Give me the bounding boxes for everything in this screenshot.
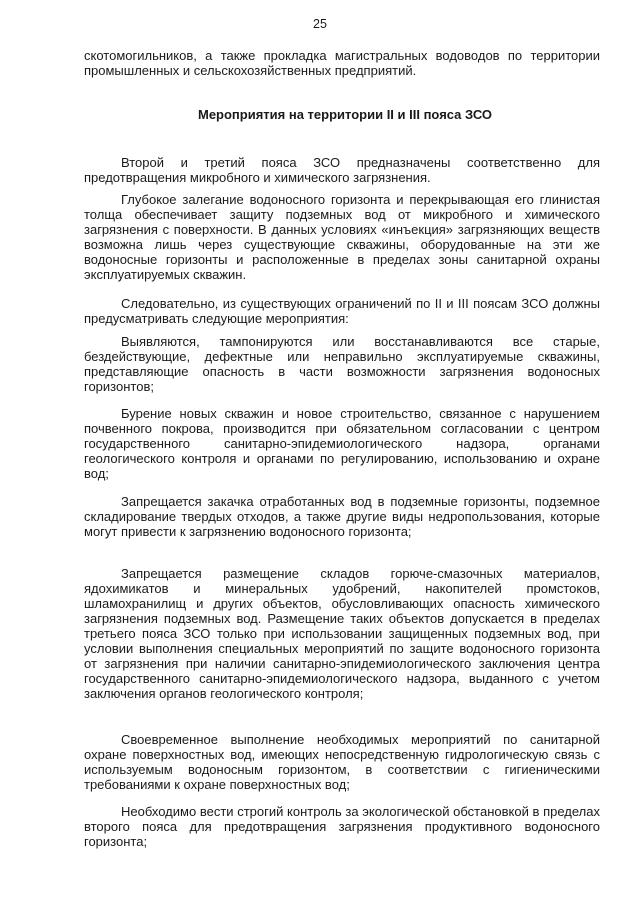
- paragraph-5: Бурение новых скважин и новое строительство, связанное с нарушением почвенного покрова, производится при обязательном согласовании с центром государственного санитарно-эпидемиологического надзора, органами геологического контроля и органами по регулированию, использованию и охране вод;: [84, 406, 600, 481]
- paragraph-1: Второй и третий пояса ЗСО предназначены соответственно для предотвращения микробного и химического загрязнения.: [84, 155, 600, 185]
- carryover-paragraph: скотомогильников, а также прокладка магистральных водоводов по территории промышленных и сельскохозяйственных предприятий.: [84, 48, 600, 78]
- paragraph-8: Своевременное выполнение необходимых мероприятий по санитарной охране поверхностных вод, имеющих непосредственную гидрологическую связь с используемым водоносным горизонтом, в соответствии с гигиеническими требованиями к охране поверхностных вод;: [84, 732, 600, 792]
- paragraph-7: Запрещается размещение складов горюче-смазочных материалов, ядохимикатов и минеральных удобрений, накопителей промстоков, шламохранилищ и других объектов, обусловливающих опасность химического загрязнения подземных вод. Размещение таких объектов допускается в пределах третьего пояса ЗСО только при использовании защищенных подземных вод, при условии выполнения специальных мероприятий по защите водоносного горизонта от загрязнения при наличии санитарно-эпидемиологического заключения центра государственного санитарно-эпидемиологического надзора, выданного с учетом заключения органов геологического контроля;: [84, 566, 600, 701]
- section-heading: Мероприятия на территории II и III пояса ЗСО: [197, 107, 493, 122]
- paragraph-2: Глубокое залегание водоносного горизонта и перекрывающая его глинистая толща обеспечивает защиту подземных вод от микробного и химического загрязнения с поверхности. В данных условиях «инъекция» загрязняющих веществ возможна лишь через существующие скважины, оборудованные на эти же водоносные горизонты и расположенные в пределах зоны санитарной охраны эксплуатируемых скважин.: [84, 192, 600, 282]
- paragraph-3: Следовательно, из существующих ограничений по II и III поясам ЗСО должны предусматривать следующие мероприятия:: [84, 296, 600, 326]
- paragraph-4: Выявляются, тампонируются или восстанавливаются все старые, бездействующие, дефектные или неправильно эксплуатируемые скважины, представляющие опасность в части возможности загрязнения водоносных горизонтов;: [84, 334, 600, 394]
- paragraph-9: Необходимо вести строгий контроль за экологической обстановкой в пределах второго пояса для предотвращения загрязнения продуктивного водоносного горизонта;: [84, 804, 600, 849]
- paragraph-6: Запрещается закачка отработанных вод в подземные горизонты, подземное складирование твердых отходов, а также другие виды недропользования, которые могут привести к загрязнению водоносного горизонта;: [84, 494, 600, 539]
- page-number: 25: [313, 17, 327, 31]
